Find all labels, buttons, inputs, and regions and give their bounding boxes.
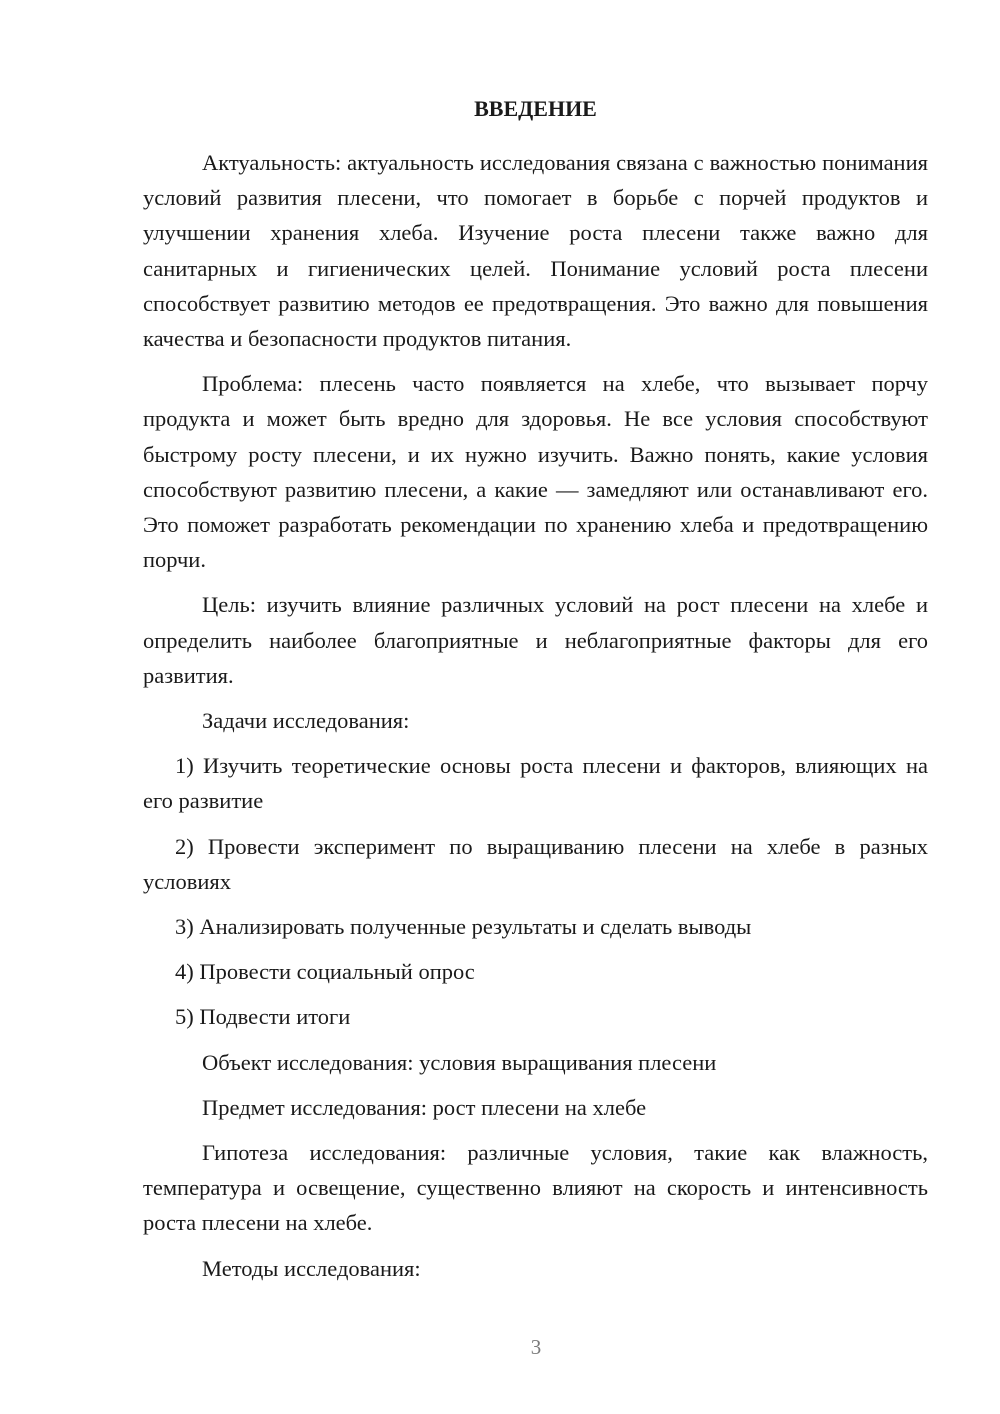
goal-paragraph: Цель: изучить влияние различных условий на рост плесени на хлебе и определить наиболее благоприятные и неблагоприятные факторы для его развития.: [143, 592, 928, 688]
subject-paragraph: Предмет исследования: рост плесени на хлебе: [202, 1094, 647, 1120]
page-number: 3: [530, 1335, 542, 1359]
task-item-3: 3) Анализировать полученные результаты и сделать выводы: [175, 914, 752, 940]
tasks-heading: Задачи исследования:: [202, 708, 410, 734]
relevance-paragraph: Актуальность: актуальность исследования связана с важностью понимания условий развития плесени, что помогает в борьбе с порчей продуктов и улучшении хранения хлеба. Изучение роста плесени также важно для санитарных и гигиенических целей. Понимание условий роста плесени способствует развитию методов ее предотвращения. Это важно для повышения качества и безопасности продуктов питания.: [143, 150, 928, 352]
object-paragraph: Объект исследования: условия выращивания плесени: [202, 1049, 717, 1075]
task-item-2: 2) Провести эксперимент по выращиванию плесени на хлебе в разных условиях: [143, 833, 928, 894]
page-content: [143, 92, 928, 1296]
methods-heading: Методы исследования:: [202, 1255, 421, 1281]
task-item-1: 1) Изучить теоретические основы роста плесени и факторов, влияющих на его развитие: [143, 753, 928, 814]
task-item-5: 5) Подвести итоги: [175, 1004, 351, 1030]
problem-paragraph: Проблема: плесень часто появляется на хлебе, что вызывает порчу продукта и может быть вредно для здоровья. Не все условия способствуют быстрому росту плесени, и их нужно изучить. Важно понять, какие условия способствуют развитию плесени, а какие — замедляют или останавливают его. Это поможет разработать рекомендации по хранению хлеба и предотвращению порчи.: [143, 371, 928, 573]
task-item-4: 4) Провести социальный опрос: [175, 959, 475, 985]
hypothesis-paragraph: Гипотеза исследования: различные условия, такие как влажность, температура и освещение, существенно влияют на скорость и интенсивность роста плесени на хлебе.: [143, 1140, 928, 1236]
page-title: ВВЕДЕНИЕ: [474, 96, 597, 121]
